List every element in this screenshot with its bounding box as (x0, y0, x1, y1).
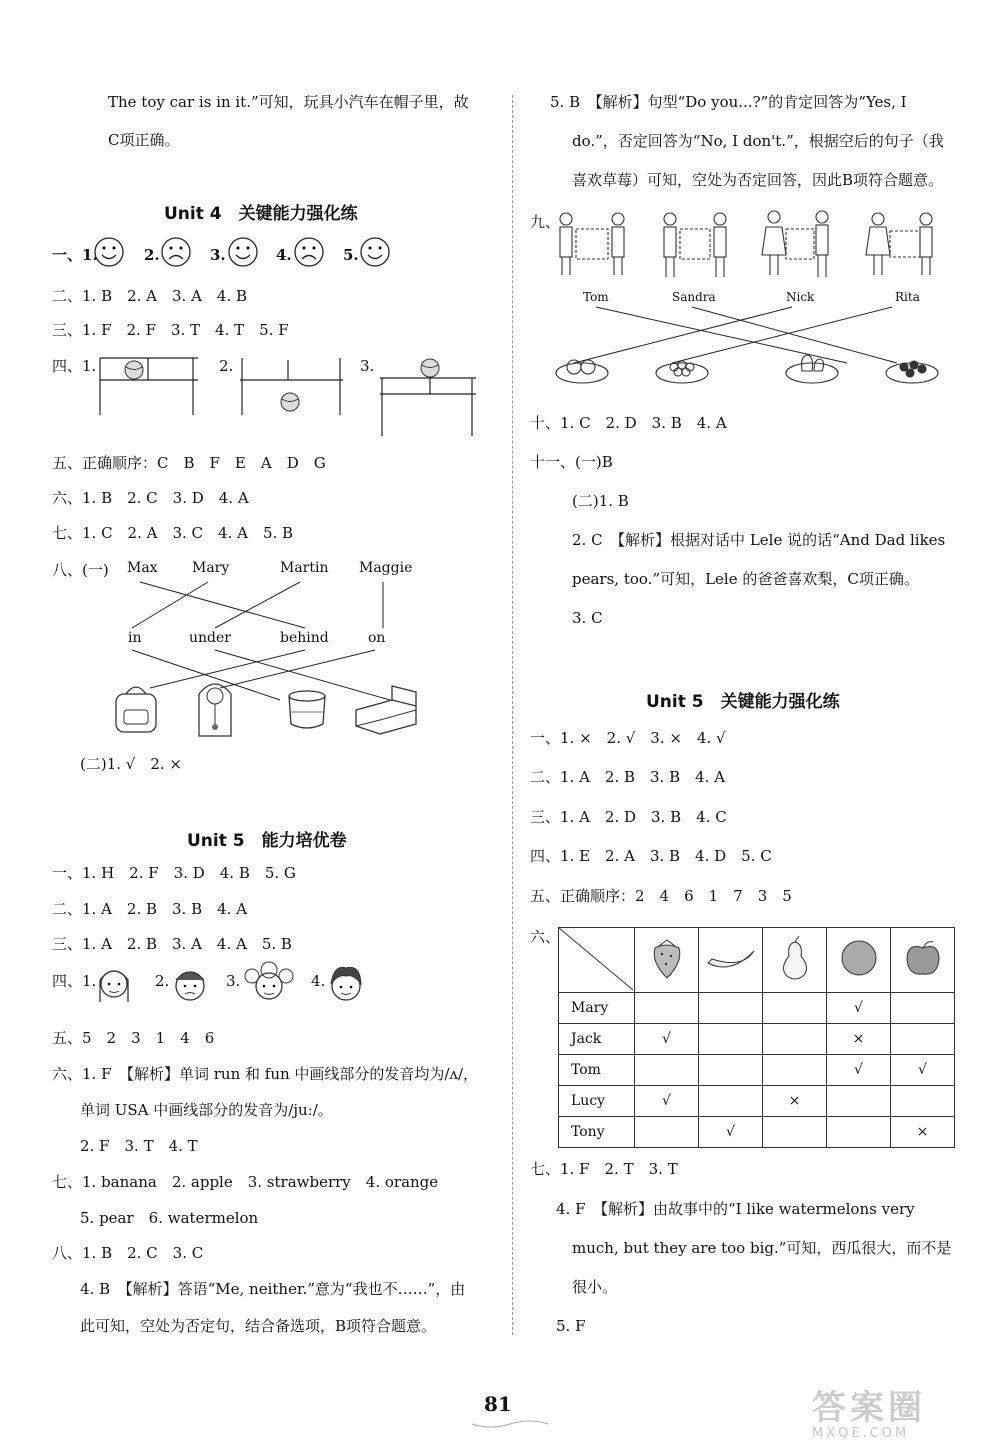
u5-q5: 五、5 2 3 1 4 6 (52, 1029, 215, 1047)
name-martin: Martin (280, 560, 329, 576)
banana-icon (699, 928, 763, 993)
ball-on-table-diagram (378, 350, 478, 438)
row-name: Tony (559, 1117, 635, 1148)
r-q11-line-5: 3. C (572, 609, 603, 627)
page-ornament (470, 1418, 550, 1430)
intro-line-2: C项正确。 (108, 131, 180, 149)
watermark-url: MXQE.COM (812, 1426, 910, 1441)
u4-q1-n3: 3. (210, 246, 226, 264)
u5-q6-line-2: 单词 USA 中画线部分的发音为/juː/。 (80, 1101, 333, 1119)
r-q5-line-3: 喜欢草莓）可知，空处为否定回答，因此B项符合题意。 (572, 171, 944, 189)
happy-face-icon (227, 236, 259, 268)
table-cell (891, 1024, 955, 1055)
u5-q8-line-3: 此可知，空处为否定句，结合备选项，B项符合题意。 (80, 1317, 437, 1335)
name-rita: Rita (895, 290, 920, 304)
table-cell (635, 1055, 699, 1086)
table-cell: √ (635, 1024, 699, 1055)
table-row (559, 1055, 955, 1086)
u5-q6-line-1: 六、1. F 【解析】单词 run 和 fun 中画线部分的发音均为/ʌ/， (52, 1065, 479, 1083)
prep-on: on (368, 630, 386, 646)
table-cell: √ (635, 1086, 699, 1117)
u4-q6: 六、1. B 2. C 3. D 4. A (52, 489, 249, 507)
name-maggie: Maggie (359, 560, 413, 576)
orange-icon (827, 928, 891, 993)
u4-q4-n2: 2. (219, 357, 234, 375)
u4-q1-n5: 5. (343, 246, 359, 264)
table-cell (763, 1055, 827, 1086)
b-q7-line-2: 4. F 【解析】由故事中的“I like watermelons very (556, 1200, 915, 1218)
backpack-icon (112, 680, 160, 736)
column-divider (512, 95, 513, 1335)
table-cell (699, 1086, 763, 1117)
apple-icon (891, 928, 955, 993)
u4-q2: 二、1. B 2. A 3. A 4. B (52, 287, 248, 305)
u5-q8-line-1: 八、1. B 2. C 3. C (52, 1244, 204, 1262)
b-q7-line-3: much, but they are too big.”可知，西瓜很大，而不是 (572, 1239, 952, 1257)
name-tom: Tom (583, 290, 609, 304)
happy-face-icon (93, 236, 125, 268)
u5-q4-n2: 2. (155, 972, 170, 990)
table-cell: √ (699, 1117, 763, 1148)
name-mary: Mary (192, 560, 230, 576)
table-cell (763, 1024, 827, 1055)
table-cell (827, 1117, 891, 1148)
table-cell (763, 1117, 827, 1148)
curly-girl-face-icon (242, 960, 296, 1008)
u4-q8-part2: (二)1. √ 2. × (80, 755, 182, 773)
r-q11-line-4: pears, too.”可知，Lele 的爸爸喜欢梨，C项正确。 (572, 570, 919, 588)
unit5-heading: Unit 5 能力培优卷 (187, 831, 347, 851)
u4-q3: 三、1. F 2. F 3. T 4. T 5. F (52, 321, 289, 339)
watermark-logo (812, 1390, 987, 1442)
u4-q7: 七、1. C 2. A 3. C 4. A 5. B (52, 524, 294, 542)
b-q2: 二、1. A 2. B 3. B 4. A (530, 768, 726, 786)
pear-icon (763, 928, 827, 993)
table-corner (559, 928, 635, 993)
prep-behind: behind (280, 630, 329, 646)
table-cell (635, 993, 699, 1024)
b-q7-line-4: 很小。 (572, 1278, 618, 1296)
u5-q7-line-1: 七、1. banana 2. apple 3. strawberry 4. orange (52, 1173, 439, 1191)
ball-in-box-diagram (98, 350, 202, 420)
unit4-heading: Unit 4 关键能力强化练 (164, 204, 358, 224)
boy-face-2-icon (326, 962, 366, 1012)
u5-q4-n3: 3. (226, 972, 241, 990)
table-row (559, 1024, 955, 1055)
u4-q4-n3: 3. (360, 357, 375, 375)
u4-q4-label: 四、1. (52, 357, 97, 375)
b-q7-line-1: 七、1. F 2. T 3. T (530, 1160, 678, 1178)
u4-q1-label: 一、1. (52, 246, 98, 264)
ball-under-table-diagram (238, 350, 348, 420)
r-q10: 十、1. C 2. D 3. B 4. A (530, 414, 727, 432)
row-name: Tom (559, 1055, 635, 1086)
u5-q3: 三、1. A 2. B 3. A 4. A 5. B (52, 935, 292, 953)
r-q11-line-3: 2. C 【解析】根据对话中 Lele 说的话“And Dad likes (572, 531, 946, 549)
table-cell: × (763, 1086, 827, 1117)
table-cell: × (891, 1117, 955, 1148)
table-row (559, 1117, 955, 1148)
clock-icon (193, 674, 237, 738)
unit5b-heading: Unit 5 关键能力强化练 (646, 692, 840, 712)
sad-face-icon (160, 236, 192, 268)
prep-under: under (189, 630, 231, 646)
u5-q4-label: 四、1. (52, 972, 97, 990)
table-cell (827, 1086, 891, 1117)
u5-q8-line-2: 4. B 【解析】答语“Me, neither.”意为“我也不……”，由 (80, 1280, 466, 1298)
hat-icon (284, 688, 330, 732)
b-q5: 五、正确顺序：2 4 6 1 7 3 5 (530, 887, 792, 905)
intro-line-1: The toy car is in it.”可知，玩具小汽车在帽子里，故 (108, 93, 469, 111)
table-row (559, 993, 955, 1024)
sad-face-icon (293, 236, 325, 268)
b-q6-label: 六、 (530, 928, 561, 946)
happy-face-icon (359, 236, 391, 268)
r-q9-label: 九、 (530, 213, 561, 231)
u5-q1: 一、1. H 2. F 3. D 4. B 5. G (52, 864, 296, 882)
boy-face-icon (170, 962, 210, 1010)
row-name: Jack (559, 1024, 635, 1055)
u5-q7-line-2: 5. pear 6. watermelon (80, 1209, 259, 1227)
table-cell: √ (827, 993, 891, 1024)
name-nick: Nick (786, 290, 815, 304)
row-name: Lucy (559, 1086, 635, 1117)
table-cell: √ (827, 1055, 891, 1086)
u5-q2: 二、1. A 2. B 3. B 4. A (52, 900, 248, 918)
u5-q4-n4: 4. (311, 972, 326, 990)
u5-q6-line-3: 2. F 3. T 4. T (80, 1137, 198, 1155)
table-cell (699, 1024, 763, 1055)
table-row (559, 1086, 955, 1117)
r-q5-line-2: do.”，否定回答为“No, I don't.”，根据空后的句子（我 (572, 132, 944, 150)
watermark-text: 答案圈 (812, 1388, 926, 1428)
r-q11-line-2: (二)1. B (572, 492, 629, 510)
table-cell (891, 1086, 955, 1117)
table-cell: √ (891, 1055, 955, 1086)
table-cell (699, 1055, 763, 1086)
b-q1: 一、1. × 2. √ 3. × 4. √ (530, 729, 726, 747)
table-cell: × (827, 1024, 891, 1055)
fruit-preference-table (558, 927, 955, 1148)
page-number: 81 (484, 1392, 512, 1416)
girl-face-icon (94, 962, 134, 1012)
table-cell (891, 993, 955, 1024)
u4-q1-n4: 4. (276, 246, 292, 264)
r-q5-line-1: 5. B 【解析】句型“Do you...?”的肯定回答为“Yes, I (550, 93, 907, 111)
strawberry-icon (635, 928, 699, 993)
b-q4: 四、1. E 2. A 3. B 4. D 5. C (530, 847, 772, 865)
bed-icon (352, 680, 420, 736)
name-max: Max (127, 560, 158, 576)
row-name: Mary (559, 993, 635, 1024)
name-sandra: Sandra (672, 290, 716, 304)
u4-q1-n2: 2. (144, 246, 160, 264)
table-cell (699, 993, 763, 1024)
table-cell (635, 1117, 699, 1148)
u4-q5: 五、正确顺序：C B F E A D G (52, 454, 326, 472)
u4-q8-label: 八、(一) (52, 561, 109, 579)
b-q7-line-5: 5. F (556, 1317, 586, 1335)
people-fruit-matching-diagram (552, 205, 947, 390)
corner-diagonal (559, 928, 633, 990)
r-q11-line-1: 十一、(一)B (530, 453, 613, 471)
prep-in: in (128, 630, 142, 646)
b-q3: 三、1. A 2. D 3. B 4. C (530, 808, 727, 826)
table-cell (763, 993, 827, 1024)
